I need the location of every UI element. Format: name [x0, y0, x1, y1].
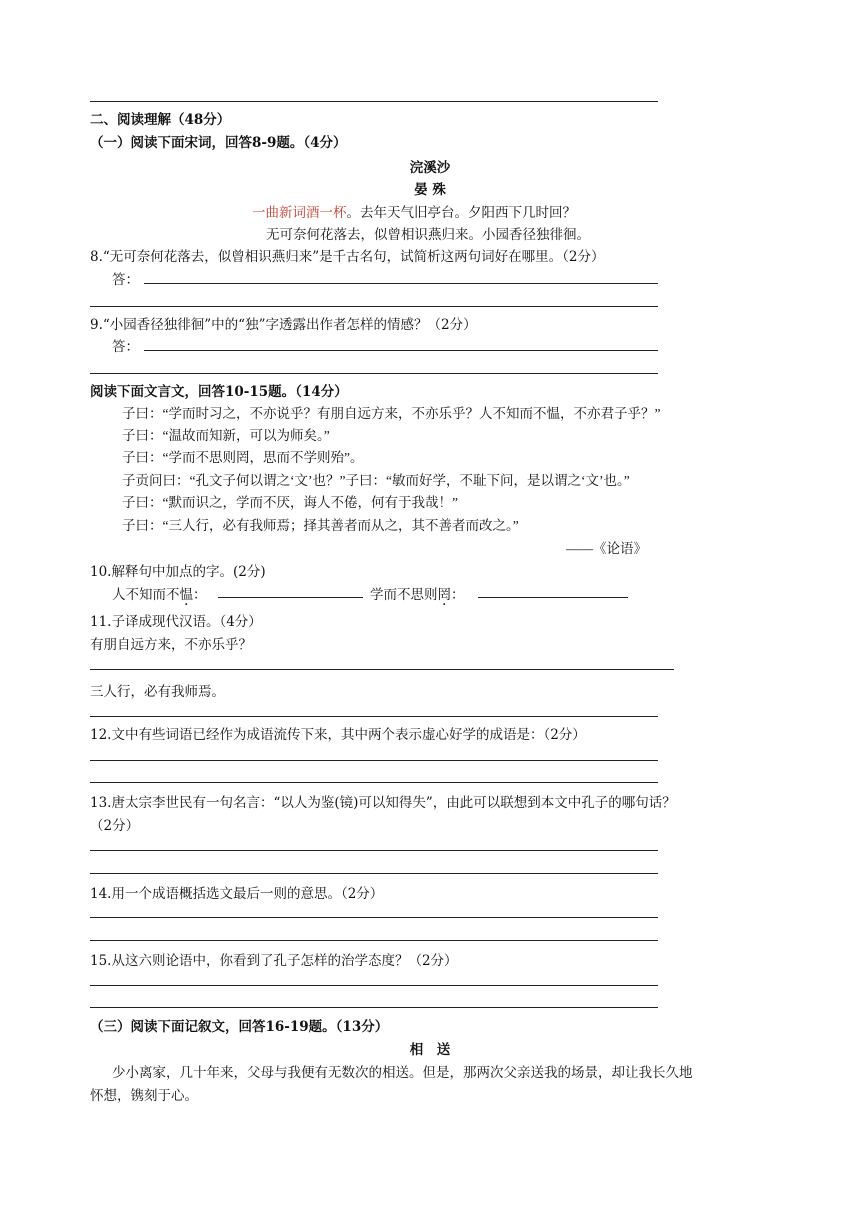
- question-11: 11.子译成现代汉语。（4分）: [90, 614, 262, 630]
- poem-title: 浣溪沙: [409, 160, 451, 176]
- answer-line-10a[interactable]: [218, 597, 363, 598]
- poem-line-1: [252, 201, 576, 221]
- answer-line-12b[interactable]: [90, 782, 658, 783]
- q10-phrase-2-after: ：: [451, 587, 465, 603]
- answer-line-12a[interactable]: [90, 760, 658, 761]
- question-13: 13.唐太宗李世民有一句名言：“以人为鉴(镜)可以知得失”，由此可以联想到本文中孔子的哪句话？: [90, 795, 676, 811]
- classical-line: 子贡问曰：“孔文子何以谓之‘文’也？”子曰：“敏而好学，不耻下问，是以谓之‘文’也。”: [122, 473, 630, 488]
- question-12: 12.文中有些词语已经作为成语流传下来，其中两个表示虚心好学的成语是：（2分）: [90, 727, 586, 743]
- part3-paragraph-line-2: 怀想，镌刻于心。: [90, 1088, 198, 1103]
- poem-line-2: 无可奈何花落去，似曾相识燕归来。小园香径独徘徊。: [266, 227, 590, 242]
- question-8: 8.“无可奈何花落去，似曾相识燕归来”是千古名句，试简析这两句词好在哪里。（2分）: [90, 249, 605, 265]
- classical-line: 子曰：“学而不思则罔，思而不学则殆”。: [122, 450, 364, 465]
- answer-line-9a[interactable]: [144, 350, 658, 351]
- part1-instruction: （一）阅读下面宋词，回答8-9题。（4分）: [90, 135, 347, 151]
- answer-line-13a[interactable]: [90, 850, 658, 851]
- top-rule: [90, 101, 658, 102]
- answer-line-9b[interactable]: [90, 373, 658, 374]
- classical-line: 子曰：“学而时习之，不亦说乎？有朋自远方来，不亦乐乎？人不知而不愠，不亦君子乎？”: [122, 406, 661, 421]
- answer-line-15a[interactable]: [90, 985, 658, 986]
- answer-line-10b[interactable]: [478, 597, 628, 598]
- question-15: 15.从这六则论语中，你看到了孔子怎样的治学态度？（2分）: [90, 953, 458, 969]
- answer-line-11a[interactable]: [90, 669, 674, 670]
- answer-label-8: 答：: [112, 272, 139, 288]
- answer-line-8a[interactable]: [144, 283, 658, 284]
- answer-line-14b[interactable]: [90, 940, 658, 941]
- answer-line-15b[interactable]: [90, 1007, 658, 1008]
- q11-sentence-2: 三人行，必有我师焉。: [90, 684, 225, 700]
- classical-source: ——《论语》: [566, 541, 647, 556]
- q10-phrase-1-before: 人不知而不: [112, 587, 180, 603]
- part3-title: 相 送: [409, 1042, 451, 1058]
- q10-phrase-1-after: ：: [193, 587, 207, 603]
- classical-line: 子曰：“温故而知新，可以为师矣。”: [122, 428, 330, 443]
- poem-author: 晏 殊: [414, 182, 446, 198]
- part3-instruction: （三）阅读下面记叙文，回答16-19题。（13分）: [90, 1019, 389, 1035]
- q10-phrase-1: [112, 583, 207, 603]
- question-10: 10.解释句中加点的字。(2分): [90, 564, 266, 580]
- poem-line-1-highlight: 一曲新词酒一杯: [252, 205, 347, 220]
- classical-instruction: 阅读下面文言文，回答10-15题。（14分）: [90, 384, 348, 400]
- answer-line-14a[interactable]: [90, 917, 658, 918]
- q10-phrase-2-before: 学而不思则: [370, 587, 438, 603]
- q10-phrase-2-dotted: 罔: [437, 587, 451, 603]
- q10-phrase-2: [370, 583, 465, 603]
- answer-label-9: 答：: [112, 339, 139, 355]
- part3-paragraph-line-1: 少小离家，几十年来，父母与我便有无数次的相送。但是，那两次父亲送我的场景，却让我长久地: [112, 1065, 693, 1080]
- section-title: 二、阅读理解（48分）: [90, 112, 231, 128]
- question-14: 14.用一个成语概括选文最后一则的意思。（2分）: [90, 886, 384, 902]
- classical-line: 子曰：“三人行，必有我师焉；择其善者而从之，其不善者而改之。”: [122, 518, 519, 533]
- q11-sentence-1: 有朋自远方来，不亦乐乎？: [90, 637, 252, 653]
- answer-line-13b[interactable]: [90, 873, 658, 874]
- q10-phrase-1-dotted: 愠: [179, 587, 193, 603]
- question-13-score: （2分）: [90, 818, 140, 834]
- question-9: 9.“小园香径独徘徊”中的“独”字透露出作者怎样的情感？（2分）: [90, 317, 477, 333]
- poem-line-1-rest: 。去年天气旧亭台。夕阳西下几时回？: [346, 205, 576, 220]
- answer-line-8b[interactable]: [90, 306, 658, 307]
- classical-line: 子曰：“默而识之，学而不厌，诲人不倦，何有于我哉！”: [122, 495, 458, 510]
- answer-line-11b[interactable]: [90, 716, 658, 717]
